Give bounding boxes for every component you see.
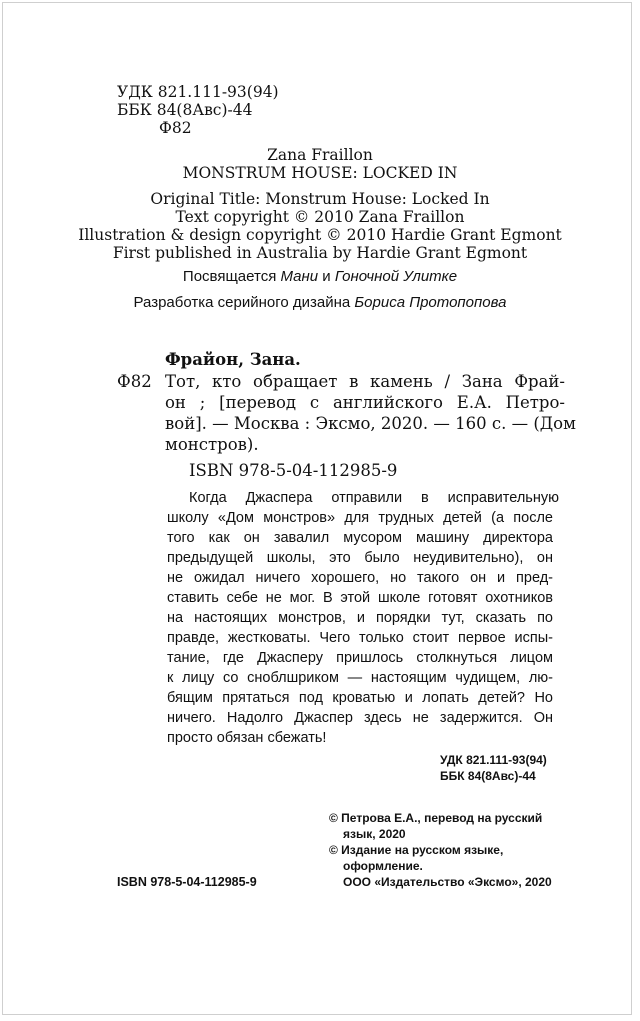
annotation-line: не ожидал ничего хорошего, но такого он и пред- (167, 570, 553, 586)
biblio-line: Тот, кто обращает в камень / Зана Фрай- (165, 372, 565, 391)
biblio-line: он ; [перевод с английского Е.А. Петро- (165, 393, 565, 412)
original-title: Original Title: Monstrum House: Locked In (150, 190, 490, 208)
biblio-author-heading: Фрайон, Зана. (165, 350, 301, 369)
small-udk: УДК 821.111-93(94) (440, 753, 547, 767)
annotation-line: на настоящих монстров, и порядки тут, сказать по (167, 610, 553, 626)
annotation-line: предыдущей школы, это было неудивительно), он (167, 550, 553, 566)
annotation-line: Когда Джаспера отправили в исправительную (189, 490, 559, 506)
udk-code: УДК 821.111-93(94) (117, 83, 279, 101)
annotation-line: бящим прятаться под кроватью и лопать детей? Но (167, 690, 553, 706)
dedication: Посвящается Мани и Гоночной Улитке (182, 268, 458, 285)
text-copyright: Text copyright © 2010 Zana Fraillon (175, 208, 465, 226)
biblio-line: вой]. — Москва : Эксмо, 2020. — 160 с. — (Дом (165, 414, 576, 433)
author-sign: Ф82 (159, 119, 192, 137)
annotation-line: того как он завалил мусором машину директора (167, 530, 553, 546)
annotation-line: правде, жестковаты. Чего только стоит первое испы- (167, 630, 553, 646)
bbk-code: ББК 84(8Авс)-44 (117, 101, 253, 119)
copyright-line: оформление. (343, 859, 423, 873)
first-published: First published in Australia by Hardie Grant Egmont (112, 244, 528, 262)
annotation-line: тание, где Джасперу пришлось столкнуться лицом (167, 650, 553, 666)
isbn-bottom: ISBN 978-5-04-112985-9 (117, 875, 257, 889)
copyright-line: © Петрова Е.А., перевод на русский (329, 811, 543, 825)
copyright-line: ООО «Издательство «Эксмо», 2020 (343, 875, 552, 889)
copyright-line: язык, 2020 (343, 827, 406, 841)
illustration-copyright: Illustration & design copyright © 2010 Hardie Grant Egmont (78, 226, 562, 244)
biblio-sign: Ф82 (117, 372, 152, 391)
author-en: Zana Fraillon (267, 146, 373, 164)
annotation-line: просто обязан сбежать! (167, 730, 327, 746)
biblio-line: монстров). (165, 435, 259, 454)
annotation-line: ставить себе не мог. В этой школе готовят охотников (167, 590, 553, 606)
annotation-line: ничего. Надолго Джаспер здесь не задержится. Он (167, 710, 553, 726)
biblio-isbn: ISBN 978-5-04-112985-9 (189, 461, 398, 480)
copyright-line: © Издание на русском языке, (329, 843, 504, 857)
annotation-line: к лицу со сноблшриком — настоящим чудищем, лю- (167, 670, 553, 686)
annotation-line: школу «Дом монстров» для трудных детей (а после (167, 510, 553, 526)
small-bbk: ББК 84(8Авс)-44 (440, 769, 536, 783)
title-en: MONSTRUM HOUSE: LOCKED IN (182, 164, 458, 182)
series-design-credit: Разработка серийного дизайна Бориса Протопопова (133, 294, 507, 311)
